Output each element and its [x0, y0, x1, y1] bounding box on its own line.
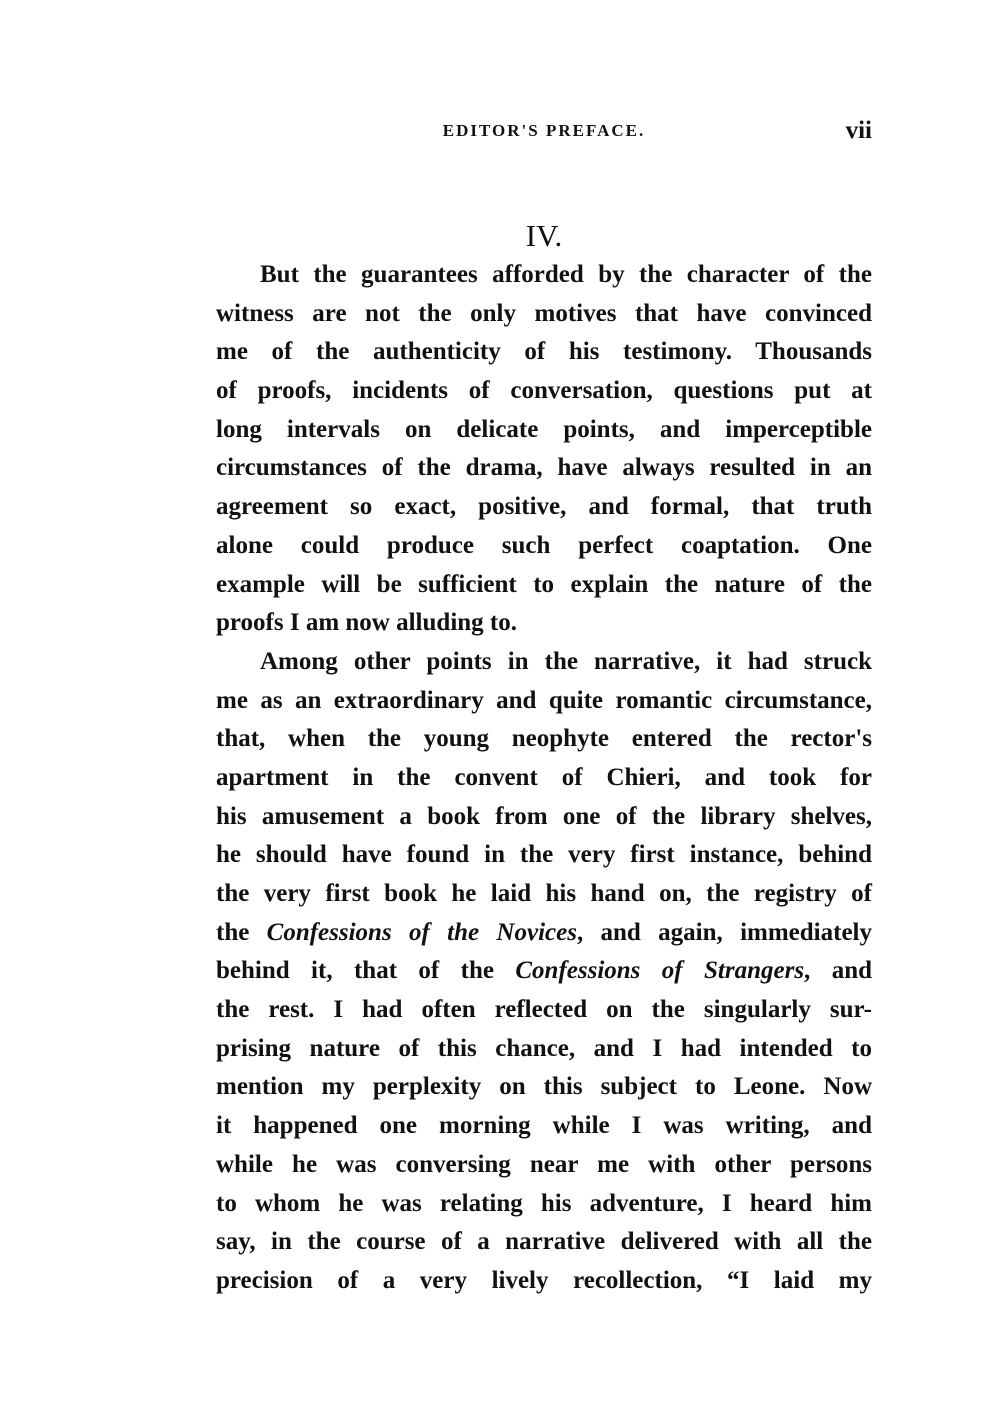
text-line: agreement so exact, positive, and formal, that truth — [216, 493, 872, 521]
text-line: example will be sufficient to explain the nature of the — [216, 570, 872, 598]
text-line: apartment in the convent of Chieri, and took for — [216, 763, 872, 791]
text-fragment: , and — [804, 957, 872, 985]
text-line: to whom he was relating his adventure, I heard him — [216, 1189, 872, 1217]
text-line: he should have found in the very first instance, behind — [216, 841, 872, 869]
running-head — [216, 116, 872, 146]
text-line: precision of a very lively recollection, “I laid my — [216, 1266, 872, 1294]
text-line: circumstances of the drama, have always resulted in an — [216, 454, 872, 482]
text-line: long intervals on delicate points, and imperceptible — [216, 415, 872, 443]
section-heading: IV. — [525, 218, 563, 253]
text-line: witness are not the only motives that have convinced — [216, 299, 872, 327]
text-line: prising nature of this chance, and I had intended to — [216, 1034, 872, 1062]
text-line: it happened one morning while I was writing, and — [216, 1112, 872, 1140]
text-line: alone could produce such perfect coaptation. One — [216, 531, 872, 559]
text-line: say, in the course of a narrative delivered with all the — [216, 1228, 872, 1256]
text-line: that, when the young neophyte entered the rector's — [216, 725, 872, 753]
text-line: me as an extraordinary and quite romantic circumstance, — [216, 686, 872, 714]
page-number: vii — [845, 117, 872, 144]
text-line: of proofs, incidents of conversation, questions put at — [216, 377, 872, 405]
text-line: while he was conversing near me with other persons — [216, 1150, 872, 1178]
text-line: Among other points in the narrative, it had struck — [260, 647, 872, 675]
italic-title: Confessions of Strangers — [515, 957, 805, 985]
text-fragment: , and again, immediately — [576, 918, 872, 946]
text-fragment: the — [216, 918, 267, 946]
body-text — [216, 256, 872, 1301]
running-title: EDITOR'S PREFACE. — [442, 121, 646, 140]
text-line: mention my perplexity on this subject to Leone. Now — [216, 1073, 872, 1101]
text-line: his amusement a book from one of the library shelves, — [216, 802, 872, 830]
text-line: the rest. I had often reflected on the singularly sur- — [216, 996, 872, 1024]
text-line: the very first book he laid his hand on, the registry of — [216, 880, 872, 907]
text-line: me of the authenticity of his testimony. Thousands — [216, 338, 872, 366]
text-line: proofs I am now alluding to. — [216, 609, 517, 637]
italic-title: Confessions of the Novices — [266, 918, 577, 946]
text-line-with-italic — [216, 914, 872, 953]
text-line-with-italic — [216, 952, 872, 991]
text-fragment: behind it, that of the — [216, 957, 516, 985]
text-line: But the guarantees afforded by the character of the — [260, 261, 872, 288]
